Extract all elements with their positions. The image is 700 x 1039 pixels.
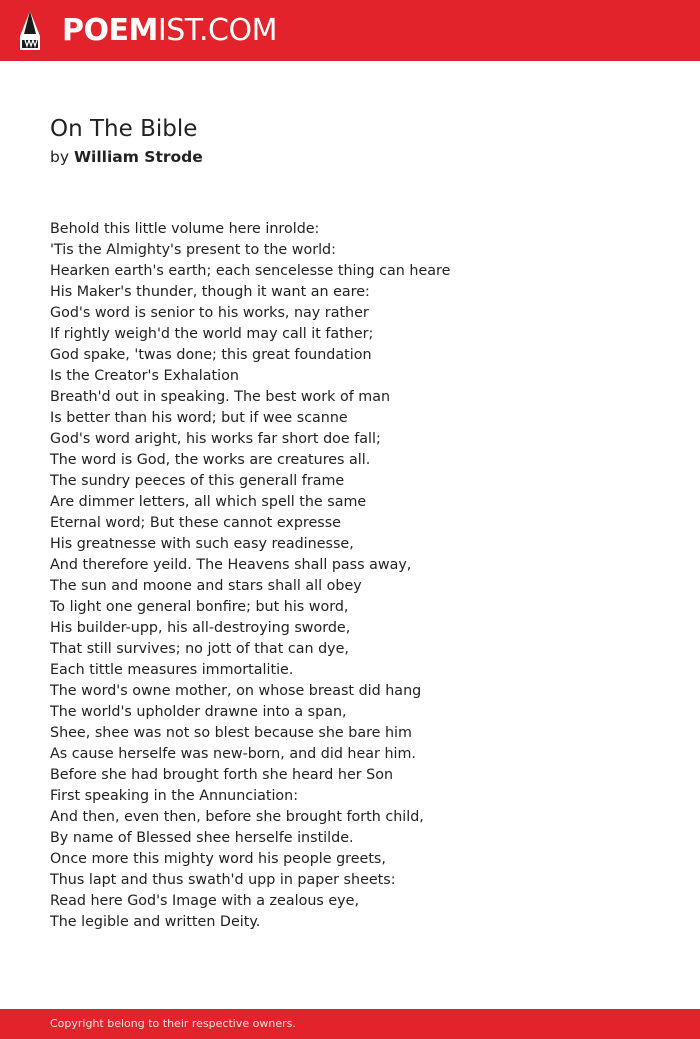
poem-line: Hearken earth's earth; each sencelesse thing can heare [50,263,451,279]
poem-line: The legible and written Deity. [50,914,261,930]
poem-line: 'Tis the Almighty's present to the world: [50,242,336,258]
poem-line: First speaking in the Annunciation: [50,788,299,804]
poem-line: Is better than his word; but if wee scanne [50,410,348,426]
byline [50,148,203,166]
poem-line: The sun and moone and stars shall all obey [50,578,362,594]
poem-line: To light one general bonfire; but his word, [50,599,349,615]
by-label: by [50,148,70,166]
poem-title: On The Bible [50,116,198,142]
logo-light-text: IST.COM [157,13,277,48]
poem-line: God spake, 'twas done; this great foundation [50,347,372,363]
poem-line: Are dimmer letters, all which spell the same [50,494,367,510]
poem-line: God's word aright, his works far short doe fall; [50,431,381,447]
pen-nib-icon [18,10,42,52]
poem-body [50,219,450,933]
poem-line: Once more this mighty word his people greets, [50,851,386,867]
site-header [0,0,700,61]
poem-line: As cause herselfe was new-born, and did hear him. [50,746,416,762]
poem-line: And therefore yeild. The Heavens shall pass away, [50,557,412,573]
poem-line: The world's upholder drawne into a span, [50,704,347,720]
site-logo-link[interactable] [62,11,277,51]
poem-line: Shee, shee was not so blest because she bare him [50,725,412,741]
author-name: William Strode [73,148,203,166]
poem-line: His greatnesse with such easy readinesse, [50,536,354,552]
poem-line: Breath'd out in speaking. The best work of man [50,389,391,405]
poem-line: The word is God, the works are creatures all. [50,452,371,468]
logo-bold-text: POEM [62,13,158,48]
poem-line: That still survives; no jott of that can dye, [50,641,349,657]
poem-line: His builder-upp, his all-destroying sworde, [50,620,351,636]
poem-line: By name of Blessed shee herselfe instilde. [50,830,354,846]
poem-line: Before she had brought forth she heard her Son [50,767,394,783]
poem-line: Thus lapt and thus swath'd upp in paper sheets: [50,872,396,888]
poem-line: His Maker's thunder, though it want an eare: [50,284,370,300]
poem-line: The sundry peeces of this generall frame [50,473,345,489]
poem-line: And then, even then, before she brought forth child, [50,809,424,825]
poem-line: Is the Creator's Exhalation [50,368,239,384]
site-footer [0,1009,700,1039]
poem-line: Behold this little volume here inrolde: [50,221,320,237]
copyright-text: Copyright belong to their respective owners. [50,1017,296,1030]
poem-line: God's word is senior to his works, nay rather [50,305,369,321]
poem-line: Each tittle measures immortalitie. [50,662,294,678]
poem-line: Read here God's Image with a zealous eye, [50,893,359,909]
poem-line: The word's owne mother, on whose breast did hang [50,683,422,699]
poem-line: If rightly weigh'd the world may call it father; [50,326,374,342]
poem-line: Eternal word; But these cannot expresse [50,515,341,531]
